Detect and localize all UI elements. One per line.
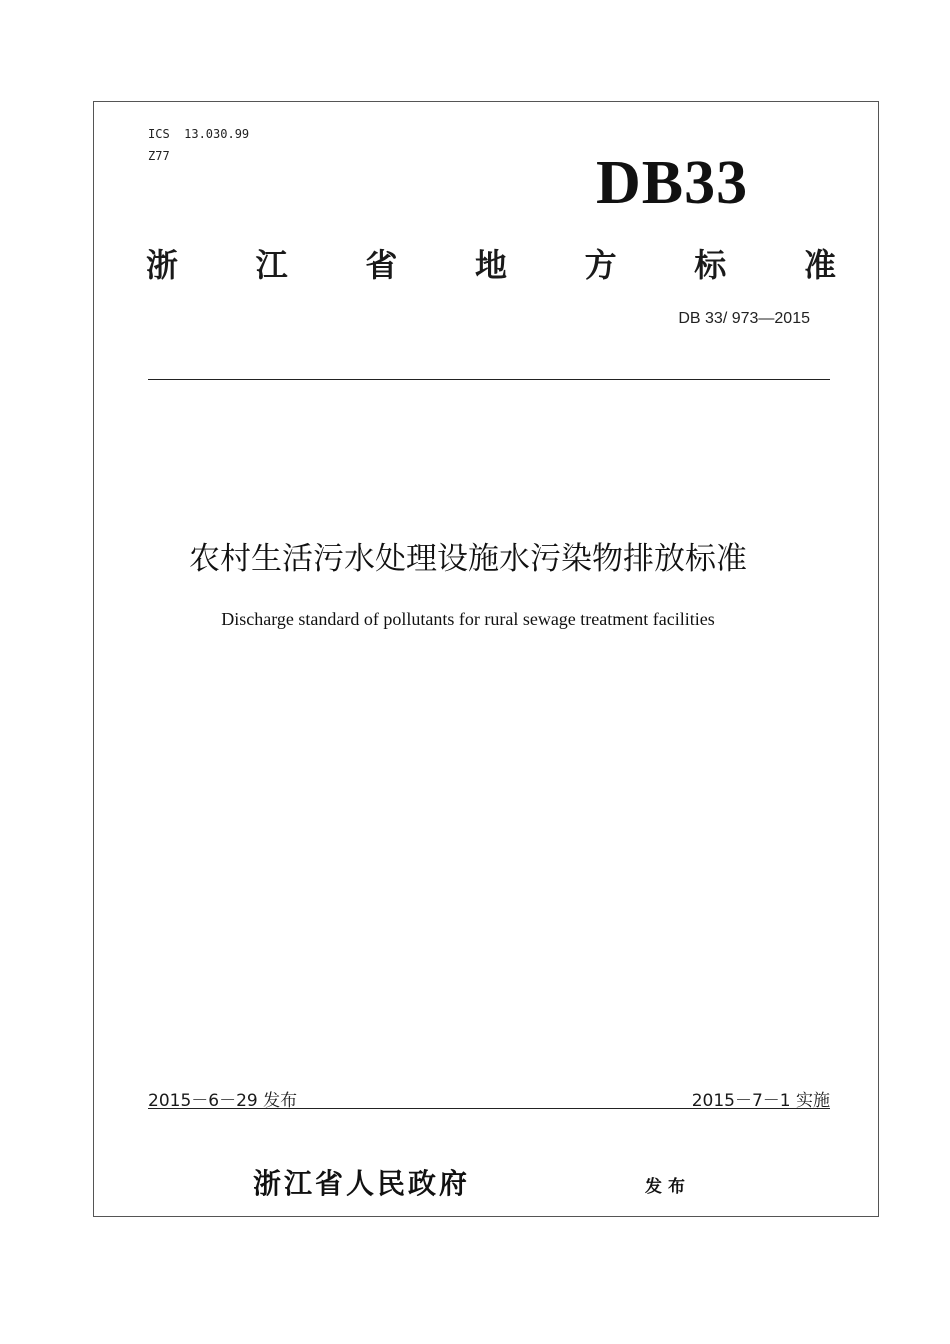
bottom-divider	[148, 1108, 830, 1109]
ics-code: ICS 13.030.99	[148, 127, 250, 141]
standard-number: DB 33/ 973—2015	[678, 310, 810, 327]
standard-type-char: 江	[255, 246, 288, 284]
standard-type-char: 地	[474, 246, 507, 284]
standard-type-char: 省	[365, 246, 398, 284]
issuer-action: 发布	[645, 1177, 691, 1197]
standard-type-char: 浙	[146, 246, 179, 284]
classification-block	[148, 123, 249, 167]
ccs-code: Z77	[148, 149, 170, 163]
implement-date: 2015－7－1 实施	[691, 1091, 830, 1111]
top-divider	[148, 379, 830, 380]
standard-type-heading	[146, 240, 836, 286]
standard-logo: DB33	[596, 149, 749, 217]
title-english: Discharge standard of pollutants for rural sewage treatment facilities	[221, 609, 715, 629]
issue-date: 2015－6－29 发布	[148, 1091, 298, 1111]
standard-type-char: 方	[584, 246, 617, 284]
standard-type-char: 标	[694, 246, 727, 284]
title-chinese: 农村生活污水处理设施水污染物排放标准	[189, 541, 747, 577]
issuer-name: 浙江省人民政府	[253, 1167, 471, 1200]
standard-type-char: 准	[803, 246, 836, 284]
